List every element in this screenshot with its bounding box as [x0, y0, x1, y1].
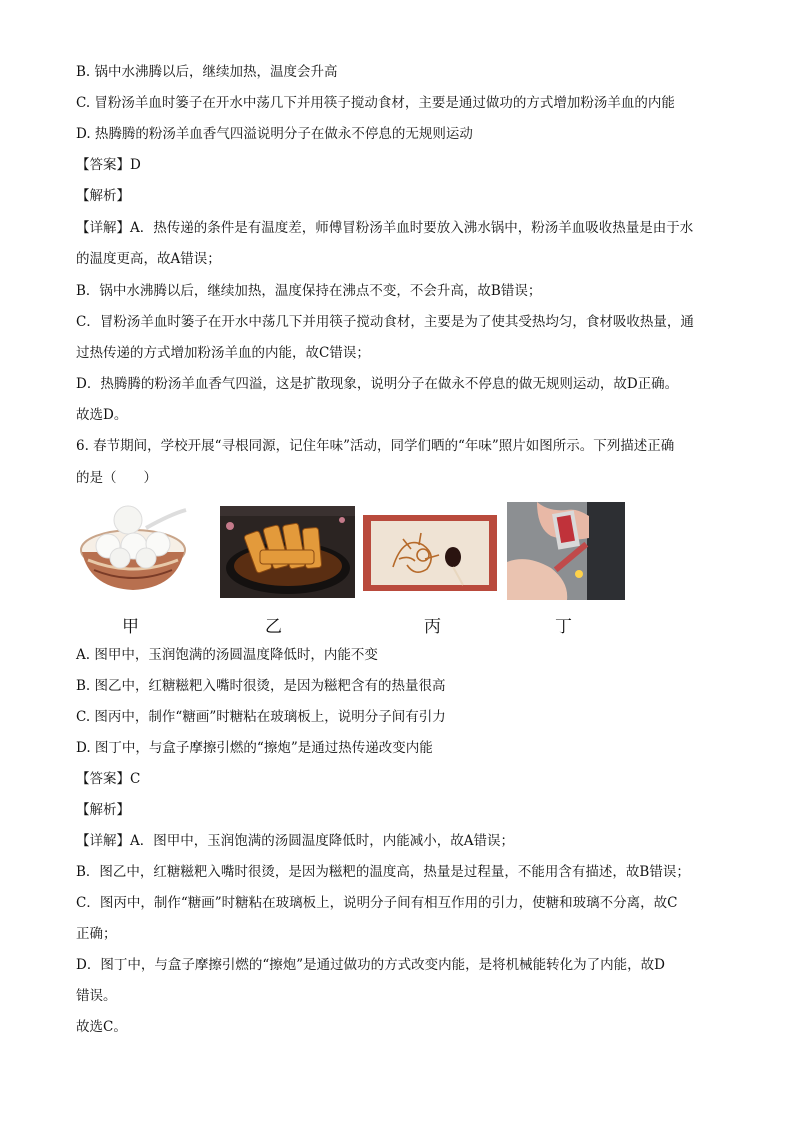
q5-detail-line-4: C．冒粉汤羊血时篓子在开水中荡几下并用筷子搅动食材，主要是为了使其受热均匀，食材吸收热量，通	[76, 314, 694, 330]
q5-detail-line-2: 的温度更高，故A错误；	[76, 251, 221, 267]
q6-stem-line-1: 6. 春节期间，学校开展“寻根同源，记住年味”活动，同学们晒的“年味”照片如图所示。下列描述正确	[76, 438, 675, 454]
q5-option-b: B. 锅中水沸腾以后，继续加热，温度会升高	[76, 64, 338, 80]
q6-detail-line-3: C．图丙中，制作“糖画”时糖粘在玻璃板上，说明分子间有相互作用的引力，使糖和玻璃不分离，故C	[76, 895, 678, 911]
caption-bing: 丙	[424, 617, 441, 637]
q5-option-d: D. 热腾腾的粉汤羊血香气四溢说明分子在做永不停息的无规则运动	[76, 126, 473, 142]
q5-option-c: C. 冒粉汤羊血时篓子在开水中荡几下并用筷子搅动食材，主要是通过做功的方式增加粉汤羊血的内能	[76, 95, 675, 111]
q6-detail-line-2: B．图乙中，红糖糍粑入嘴时很烫，是因为糍粑的温度高，热量是过程量，不能用含有描述，故B错误；	[76, 864, 690, 880]
photo-sugar-painting	[363, 515, 497, 591]
q6-analysis-label: 【解析】	[76, 802, 130, 818]
q6-stem-line-2: 的是（ ）	[76, 470, 157, 486]
q6-option-a: A. 图甲中，玉润饱满的汤圆温度降低时，内能不变	[76, 647, 378, 663]
q6-option-b: B. 图乙中，红糖糍粑入嘴时很烫，是因为糍粑含有的热量很高	[76, 678, 446, 694]
q6-answer: 【答案】C	[76, 771, 141, 787]
q5-detail-line-1: 【详解】A．热传递的条件是有温度差，师傅冒粉汤羊血时要放入沸水锅中，粉汤羊血吸收热量是由于水	[76, 220, 694, 236]
caption-yi: 乙	[265, 617, 282, 637]
q6-detail-line-4: 正确；	[76, 926, 117, 942]
q5-detail-line-3: B．锅中水沸腾以后，继续加热，温度保持在沸点不变，不会升高，故B错误；	[76, 283, 542, 299]
q6-conclusion: 故选C。	[76, 1019, 127, 1035]
q5-detail-line-5: 过热传递的方式增加粉汤羊血的内能，故C错误；	[76, 345, 370, 361]
photo-firecracker	[507, 502, 625, 600]
caption-jia: 甲	[122, 617, 139, 637]
photo-ciba	[220, 506, 355, 598]
q6-detail-line-1: 【详解】A．图甲中，玉润饱满的汤圆温度降低时，内能减小，故A错误；	[76, 833, 514, 849]
q5-answer: 【答案】D	[76, 157, 141, 173]
q5-analysis-label: 【解析】	[76, 188, 130, 204]
caption-ding: 丁	[555, 617, 572, 637]
q6-detail-line-6: 错误。	[76, 988, 117, 1004]
q6-option-d: D. 图丁中，与盒子摩擦引燃的“擦炮”是通过热传递改变内能	[76, 740, 433, 756]
q6-option-c: C. 图丙中，制作“糖画”时糖粘在玻璃板上，说明分子间有引力	[76, 709, 446, 725]
q5-conclusion: 故选D。	[76, 407, 128, 423]
q6-detail-line-5: D．图丁中，与盒子摩擦引燃的“擦炮”是通过做功的方式改变内能，是将机械能转化为了内能，故D	[76, 957, 665, 973]
q5-detail-line-6: D．热腾腾的粉汤羊血香气四溢，这是扩散现象，说明分子在做永不停息的做无规则运动，故D正确。	[76, 376, 679, 392]
photo-tangyuan	[76, 500, 190, 596]
